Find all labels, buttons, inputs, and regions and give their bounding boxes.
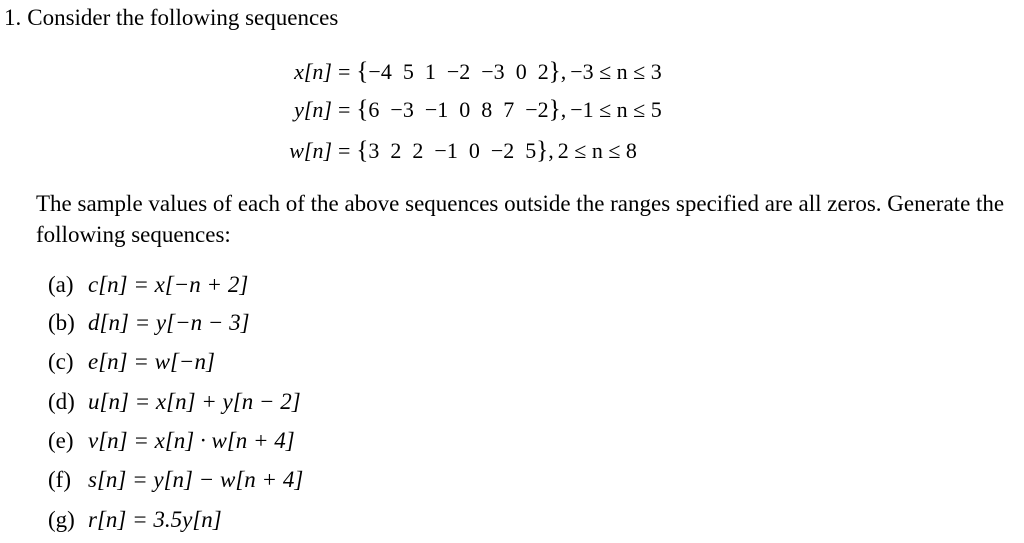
part-expression: v[n] = x[n] · w[n + 4] (88, 428, 295, 453)
part-expression: u[n] = x[n] + y[n − 2] (88, 389, 301, 414)
sequence-range: 2 ≤ n ≤ 8 (557, 138, 637, 163)
part-label: (b) (48, 310, 75, 335)
part-label: (a) (48, 272, 74, 297)
sequence-values: 6 −3 −1 0 8 7 −2 (368, 97, 549, 122)
instructions-paragraph: The sample values of each of the above sequences outside the ranges specified are all zeros. Generate the following sequences: (36, 191, 1005, 247)
part-expression: d[n] = y[−n − 3] (88, 310, 250, 335)
sequence-lhs: y[n] (294, 97, 332, 122)
part-d (48, 387, 301, 417)
sequence-w: w[n] = {3 2 2 −1 0 −2 5}, 2 ≤ n ≤ 8 (262, 136, 637, 166)
sequence-lhs: w[n] (289, 138, 332, 163)
sequence-values: −4 5 1 −2 −3 0 2 (368, 59, 549, 84)
part-label: (e) (48, 428, 74, 453)
sequence-y: y[n] = {6 −3 −1 0 8 7 −2}, −1 ≤ n ≤ 5 (262, 95, 662, 125)
part-label: (c) (48, 349, 74, 374)
sequence-range: −1 ≤ n ≤ 5 (570, 97, 662, 122)
part-e (48, 426, 295, 456)
part-c (48, 347, 215, 377)
problem-heading-text: Consider the following sequences (27, 5, 339, 30)
part-expression: s[n] = y[n] − w[n + 4] (88, 467, 304, 492)
part-expression: e[n] = w[−n] (88, 349, 215, 374)
sequence-x: x[n] = {−4 5 1 −2 −3 0 2}, −3 ≤ n ≤ 3 (262, 57, 662, 87)
part-label: (g) (48, 507, 75, 532)
part-g (48, 505, 222, 535)
part-label: (d) (48, 389, 75, 414)
sequence-values: 3 2 2 −1 0 −2 5 (368, 138, 537, 163)
part-label: (f) (48, 467, 71, 492)
part-f (48, 465, 303, 495)
part-expression: c[n] = x[−n + 2] (88, 272, 249, 297)
sequence-lhs: x[n] (294, 59, 332, 84)
part-expression: r[n] = 3.5y[n] (88, 507, 222, 532)
problem-heading (4, 4, 338, 32)
part-b (48, 308, 250, 338)
problem-number: 1. (4, 5, 22, 30)
sequence-range: −3 ≤ n ≤ 3 (570, 59, 662, 84)
part-a (48, 270, 248, 300)
